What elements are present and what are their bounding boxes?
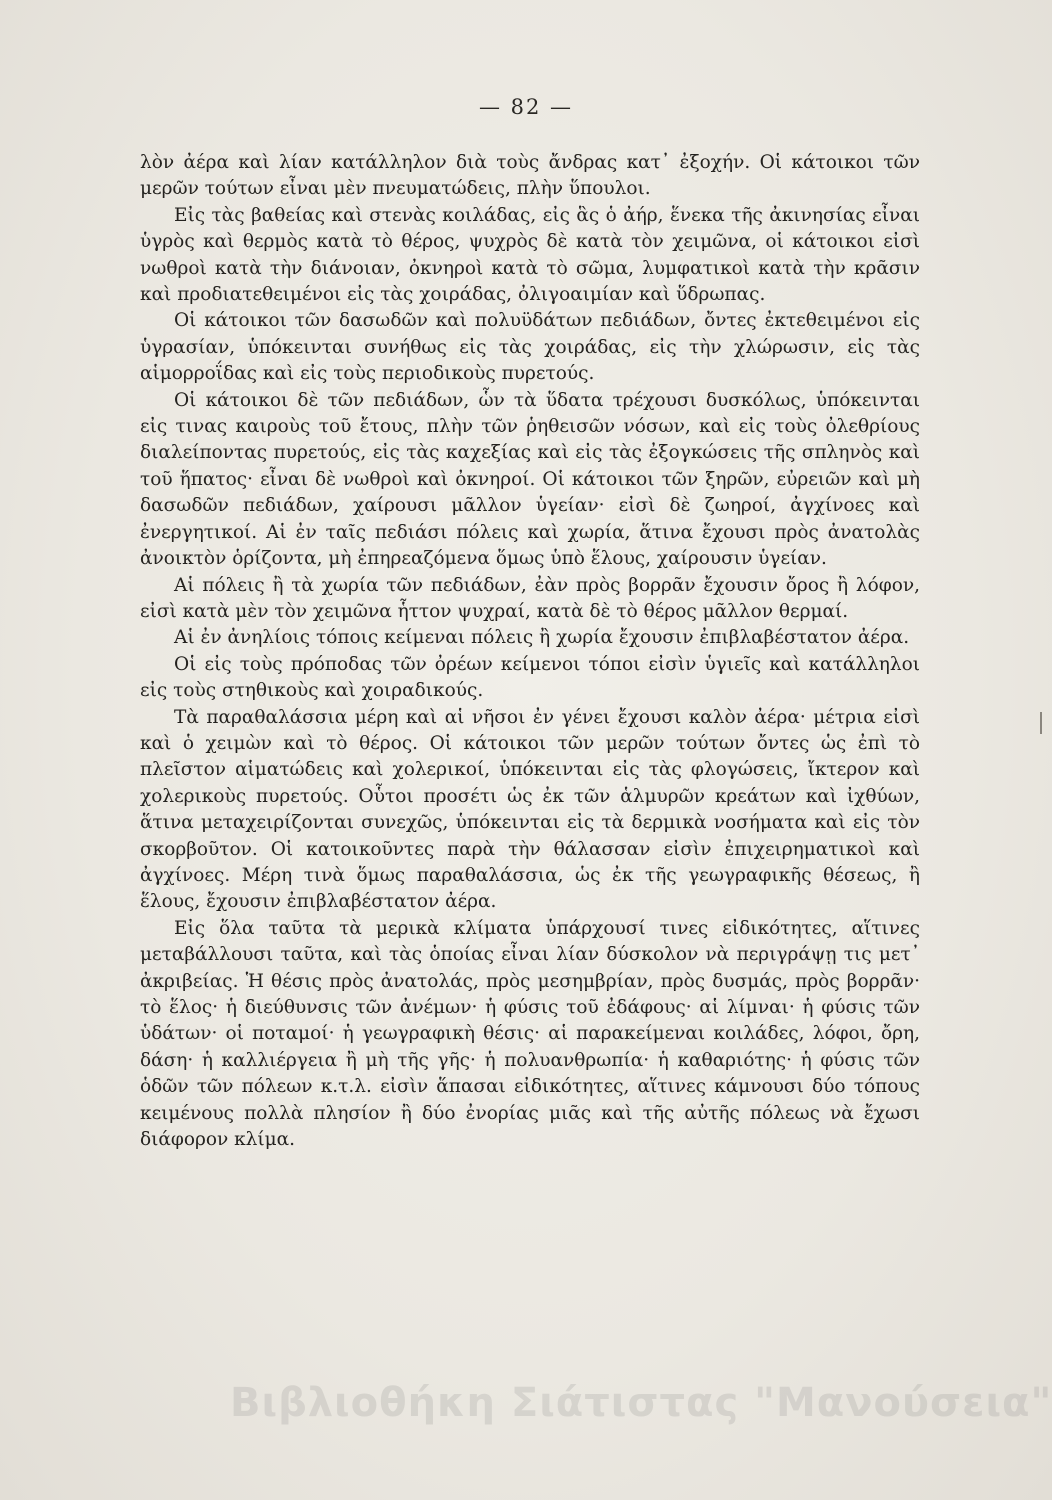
paragraph-plains: Οἱ κάτοικοι δὲ τῶν πεδιάδων, ὧν τὰ ὕδατα τρέχουσι δυσκόλως, ὑπόκεινται εἰς τινας καιροὺς τοῦ ἔτους, πλὴν τῶν ῥηθεισῶν νόσων, καὶ εἰς τοὺς ὀλεθρίους διαλείποντας πυρετούς, εἰς τὰς καχεξίας καὶ εἰς τὰς ἐξογκώσεις τῆς σπληνὸς καὶ τοῦ ἥπατος· εἶναι δὲ νωθροὶ καὶ ὀκνηροί. Οἱ κάτοικοι τῶν ξηρῶν, εὐρειῶν καὶ μὴ δασωδῶν πεδιάδων, χαίρουσι μᾶλλον ὑγείαν· εἰσὶ δὲ ζωηροί, ἀγχίνοες καὶ ἐνεργητικοί. Αἱ ἐν ταῖς πεδιάσι πόλεις καὶ χωρία, ἅτινα ἔχουσι πρὸς ἀνατολὰς ἀνοικτὸν ὁρίζοντα, μὴ ἐπηρεαζόμενα ὅμως ὑπὸ ἕλους, χαίρουσιν ὑγείαν. xyxy=(140,389,920,570)
paragraph-north-hills: Αἱ πόλεις ἢ τὰ χωρία τῶν πεδιάδων, ἐὰν πρὸς βορρᾶν ἔχουσιν ὄρος ἢ λόφον, εἰσὶ κατὰ μὲν τὸν χειμῶνα ἧττον ψυχραί, κατὰ δὲ τὸ θέρος μᾶλλον θερμαί. xyxy=(140,574,920,622)
paragraph-seaside: Τὰ παραθαλάσσια μέρη καὶ αἱ νῆσοι ἐν γένει ἔχουσι καλὸν ἀέρα· μέτρια εἰσὶ καὶ ὁ χειμὼν καὶ τὸ θέρος. Οἱ κάτοικοι τῶν μερῶν τούτων ὄντες ὡς ἐπὶ τὸ πλεῖστον αἱματώδεις καὶ χολερικοί, ὑπόκεινται εἰς τὰς φλογώσεις, ἴκτερον καὶ χολερικοὺς πυρετούς. Οὗτοι προσέτι ὡς ἐκ τῶν ἁλμυρῶν κρεάτων καὶ ἰχθύων, ἅτινα μεταχειρίζονται συνεχῶς, ὑπόκεινται εἰς τὰ δερμικὰ νοσήματα καὶ εἰς τὸν σκορβοῦτον. Οἱ κατοικοῦντες παρὰ τὴν θάλασσαν εἰσὶν ἐπιχειρηματικοὶ καὶ ἀγχίνοες. Μέρη τινὰ ὅμως παραθαλάσσια, ὡς ἐκ τῆς γεωγραφικῆς θέσεως, ἢ ἕλους, ἔχουσιν ἐπιβλαβέστατον ἀέρα. xyxy=(140,706,920,913)
paragraph-valleys: Εἰς τὰς βαθείας καὶ στενὰς κοιλάδας, εἰς ἃς ὁ ἀήρ, ἕνεκα τῆς ἀκινησίας εἶναι ὑγρὸς καὶ θερμὸς κατὰ τὸ θέρος, ψυχρὸς δὲ κατὰ τὸν χειμῶνα, οἱ κάτοικοι εἰσὶ νωθροὶ κατὰ τὴν διάνοιαν, ὀκνηροὶ κατὰ τὸ σῶμα, λυμφατικοὶ κατὰ τὴν κρᾶσιν καὶ προδιατεθειμένοι εἰς τὰς χοιράδας, ὀλιγοαιμίαν καὶ ὕδρωπας. xyxy=(140,204,920,306)
margin-mark xyxy=(1040,712,1042,734)
paragraph-particular-climates: Εἰς ὅλα ταῦτα τὰ μερικὰ κλίματα ὑπάρχουσί τινες εἰδικότητες, αἵτινες μεταβάλλουσι ταῦτα, καὶ τὰς ὁποίας εἶναι λίαν δύσκολον νὰ περιγράψῃ τις μετ᾽ ἀκριβείας. Ἡ θέσις πρὸς ἀνατολάς, πρὸς μεσημβρίαν, πρὸς δυσμάς, πρὸς βορρᾶν· τὸ ἕλος· ἡ διεύθυνσις τῶν ἀνέμων· ἡ φύσις τοῦ ἐδάφους· αἱ λίμναι· ἡ φύσις τῶν ὑδάτων· οἱ ποταμοί· ἡ γεωγραφικὴ θέσις· αἱ παρακείμεναι κοιλάδες, λόφοι, ὄρη, δάση· ἡ καλλιέργεια ἢ μὴ τῆς γῆς· ἡ πολυανθρωπία· ἡ καθαριότης· ἡ φύσις τῶν ὁδῶν τῶν πόλεων κ.τ.λ. εἰσὶν ἅπασαι εἰδικότητες, αἵτινες κάμνουσι δύο τόπους κειμένους πολλὰ πλησίον ἢ δύο ἐνορίας μιᾶς καὶ τῆς αὐτῆς πόλεως νὰ ἔχωσι διάφορον κλίμα. xyxy=(140,917,920,1151)
page-number: — 82 — xyxy=(478,95,574,119)
paragraph-foothills: Οἱ εἰς τοὺς πρόποδας τῶν ὀρέων κείμενοι τόποι εἰσὶν ὑγιεῖς καὶ κατάλληλοι εἰς τοὺς στηθικοὺς καὶ χοιραδικούς. xyxy=(140,653,920,702)
body-text xyxy=(140,150,920,1153)
paragraph-sunless-places: Αἱ ἐν ἀνηλίοις τόποις κείμεναι πόλεις ἢ χωρία ἔχουσιν ἐπιβλαβέστατον ἀέρα. xyxy=(174,627,910,649)
paragraph-continuation: λὸν ἀέρα καὶ λίαν κατάλληλον διὰ τοὺς ἄνδρας κατ᾽ ἐξοχήν. Οἱ κάτοικοι τῶν μερῶν τούτων εἶναι μὲν πνευματώδεις, πλὴν ὕπουλοι. xyxy=(140,152,920,200)
paragraph-forest-plains: Οἱ κάτοικοι τῶν δασωδῶν καὶ πολυϋδάτων πεδιάδων, ὄντες ἐκτεθειμένοι εἰς ὑγρασίαν, ὑπόκεινται συνήθως εἰς τὰς χοιράδας, εἰς τὴν χλώρωσιν, εἰς τὰς αἱμορροΐδας καὶ εἰς τοὺς περιοδικοὺς πυρετούς. xyxy=(140,310,920,385)
library-watermark: Βιβλιοθήκη Σιάτιστας "Μανούσεια" xyxy=(230,1380,1052,1426)
